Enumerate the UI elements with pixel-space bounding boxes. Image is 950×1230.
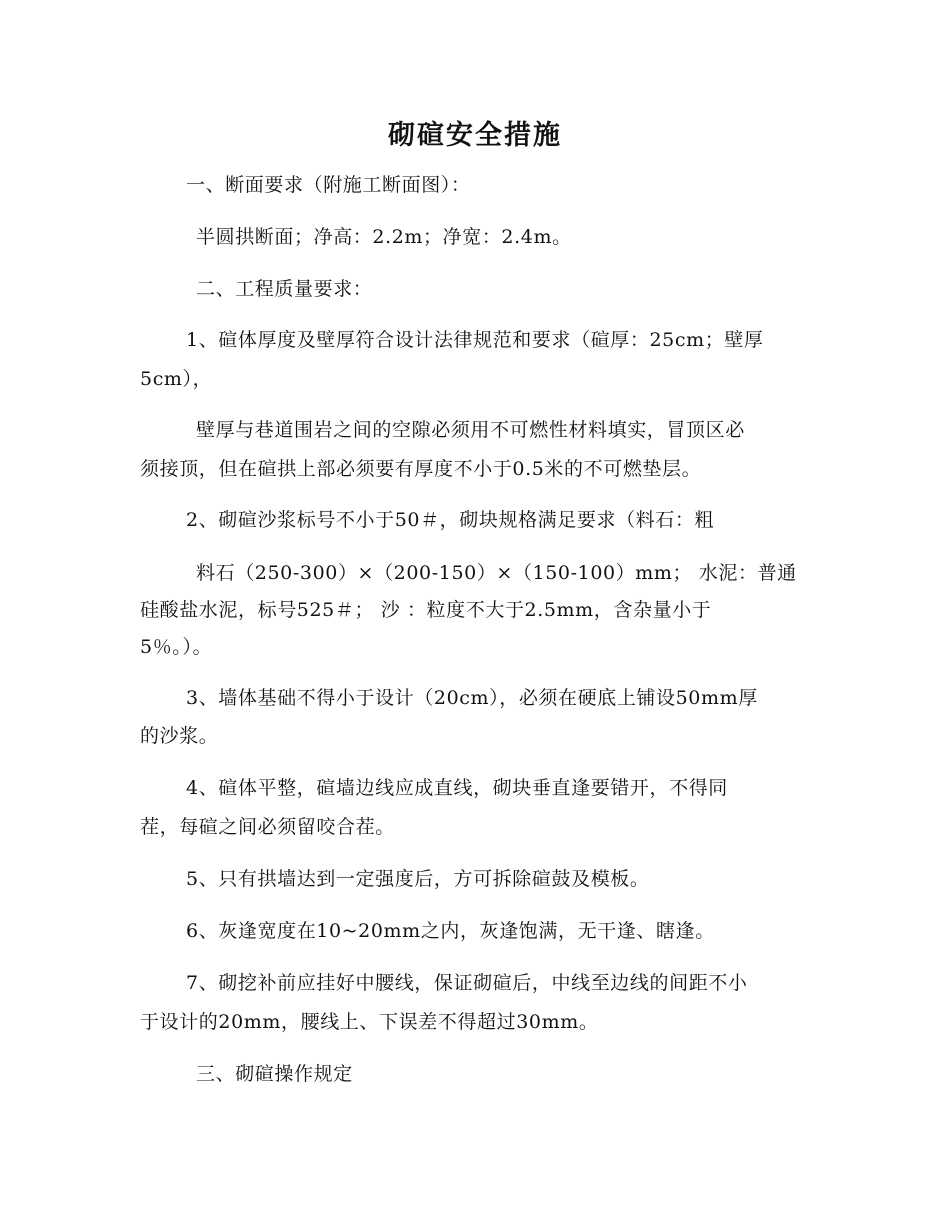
paragraph-line: 须接顶，但在碹拱上部必须要有厚度不小于0.5米的不可燃垫层。 <box>140 458 702 480</box>
paragraph-line: 壁厚与巷道围岩之间的空隙必须用不可燃性材料填实，冒顶区必 <box>196 419 745 441</box>
document-title: 砌碹安全措施 <box>388 120 562 151</box>
section-heading-1: 一、断面要求（附施工断面图）： <box>186 174 471 196</box>
paragraph-line: 2、砌碹沙浆标号不小于50＃，砌块规格满足要求（料石：粗 <box>186 509 715 531</box>
paragraph-line: 茬，每碹之间必须留咬合茬。 <box>140 816 395 838</box>
paragraph-line: 5cm）， <box>140 368 213 390</box>
paragraph-line: 4、碹体平整，碹墙边线应成直线，砌块垂直逢要错开，不得同 <box>186 777 728 799</box>
paragraph-line: 硅酸盐水泥，标号525＃； 沙 ：粒度不大于2.5mm，含杂量小于 <box>140 599 712 621</box>
section-heading-3: 三、砌碹操作规定 <box>196 1063 353 1085</box>
paragraph-line: 5％。）。 <box>140 636 213 658</box>
paragraph-line: 半圆拱断面；净高：2.2m；净宽：2.4m。 <box>196 226 572 248</box>
paragraph-line: 5、只有拱墙达到一定强度后，方可拆除碹鼓及模板。 <box>186 868 650 890</box>
paragraph-line: 1、碹体厚度及壁厚符合设计法律规范和要求（碹厚：25cm；壁厚 <box>186 329 764 351</box>
paragraph-line: 的沙浆。 <box>140 725 219 747</box>
paragraph-line: 料石（250-300）×（200-150）×（150-100）mm； 水泥：普通 <box>196 562 797 584</box>
paragraph-line: 7、砌挖补前应挂好中腰线，保证砌碹后，中线至边线的间距不小 <box>186 972 748 994</box>
paragraph-line: 3、墙体基础不得小于设计（20cm），必须在硬底上铺设50mm厚 <box>186 687 758 709</box>
section-heading-2: 二、工程质量要求： <box>196 278 373 300</box>
paragraph-line: 于设计的20mm，腰线上、下误差不得超过30mm。 <box>140 1011 599 1033</box>
paragraph-line: 6、灰逢宽度在10~20mm之内，灰逢饱满，无干逢、瞎逢。 <box>186 920 715 942</box>
